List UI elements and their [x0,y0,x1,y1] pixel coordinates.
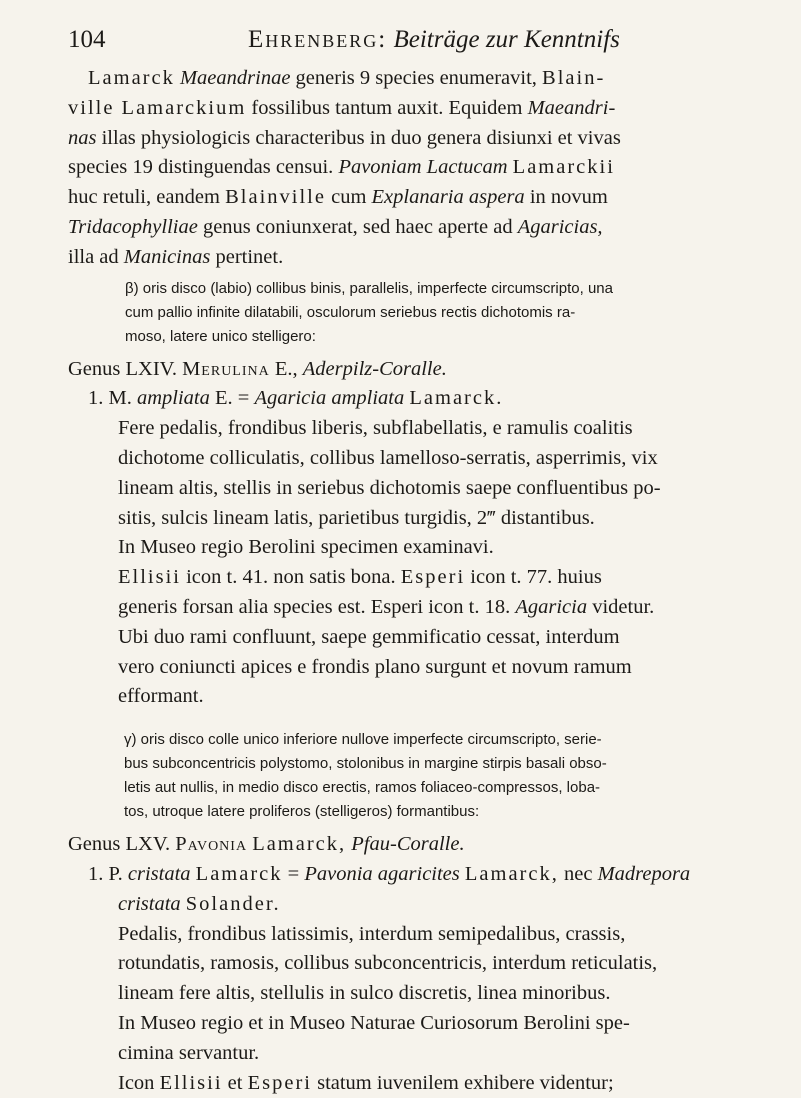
work-title: Beiträge zur Kenntnifs [393,26,620,53]
text-line: cimina servantur. [118,1041,260,1064]
text-line: Ellisii icon t. 41. non satis bona. Esperi icon t. 77. huius [118,566,602,589]
note-line: letis aut nullis, in medio disco erectis, ramos foliaceo-compressos, loba- [124,779,601,797]
text-line: illa ad Manicinas pertinet. [68,245,284,268]
text-line: lineam fere altis, stellulis in sulco discretis, linea minoribus. [118,982,611,1005]
note-gamma [68,728,733,824]
text-line: In Museo regio Berolini specimen examinavi. [118,536,494,559]
species-heading: 1. P. cristata Lamarck = Pavonia agaricites Lamarck, nec Madrepora [88,862,691,885]
note-line: bus subconcentricis polystomo, stolonibus in margine stirpis basali obso- [124,755,607,773]
running-title [248,26,620,54]
text-line: Fere pedalis, frondibus liberis, subflabellatis, e ramulis coalitis [118,417,633,440]
text-line: In Museo regio et in Museo Naturae Curiosorum Berolini spe- [118,1011,630,1034]
text-line: efformant. [118,685,204,708]
body-text [68,64,733,1098]
text-line: huc retuli, eandem Blainville cum Explanaria aspera in novum [68,186,608,209]
text-line: Pedalis, frondibus latissimis, interdum semipedalibus, crassis, [118,922,626,945]
text-line: nas illas physiologicis characteribus in duo genera disiunxi et vivas [68,126,621,149]
note-line: β) oris disco (labio) collibus binis, parallelis, imperfecte circumscripto, una [125,279,613,297]
text-line: dichotome colliculatis, collibus lamelloso-serratis, asperrimis, vix [118,446,658,469]
text-line: ville Lamarckium fossilibus tantum auxit. Equidem Maeandri- [68,96,616,119]
text-line: Icon Ellisii et Esperi statum iuvenilem exhibere videntur; [118,1071,614,1094]
note-line: γ) oris disco colle unico inferiore nullove imperfecte circumscripto, serie- [124,731,602,749]
text-line: rotundatis, ramosis, collibus subconcentricis, interdum reticulatis, [118,952,658,975]
text-line: lineam altis, stellis in seriebus dichotomis saepe confluentibus po- [118,476,661,499]
note-line: moso, latere unico stelligero: [125,327,316,345]
species-heading: 1. M. ampliata E. = Agaricia ampliata Lamarck. [88,387,504,410]
genus-heading: Genus LXV. Pavonia Lamarck, Pfau-Coralle. [68,833,465,856]
note-line: cum pallio infinite dilatabili, osculorum seriebus rectis dichotomis ra- [125,303,576,321]
text-line: sitis, sulcis lineam latis, parietibus turgidis, 2‴ distantibus. [118,506,595,529]
species-heading-cont: cristata Solander. [118,892,281,915]
text-line: vero coniuncti apices e frondis plano surgunt et novum ramum [118,655,632,678]
note-line: tos, utroque latere proliferos (stelligeros) formantibus: [124,803,480,821]
author-name: Ehrenberg: [248,26,388,53]
text-line: species 19 distinguendas censui. Pavoniam Lactucam Lamarckii [68,156,615,179]
text-line: Lamarck Maeandrinae generis 9 species enumeravit, Blain- [88,67,606,89]
running-head [68,26,733,56]
genus-heading: Genus LXIV. Merulina E., Aderpilz-Coralle. [68,357,447,380]
text-line: generis forsan alia species est. Esperi icon t. 18. Agaricia videtur. [118,595,655,618]
page-number: 104 [68,26,106,53]
text-line: Tridacophylliae genus coniunxerat, sed haec aperte ad Agaricias, [68,215,603,238]
text-line: Ubi duo rami confluunt, saepe gemmificatio cessat, interdum [118,625,620,648]
note-beta [68,277,733,349]
